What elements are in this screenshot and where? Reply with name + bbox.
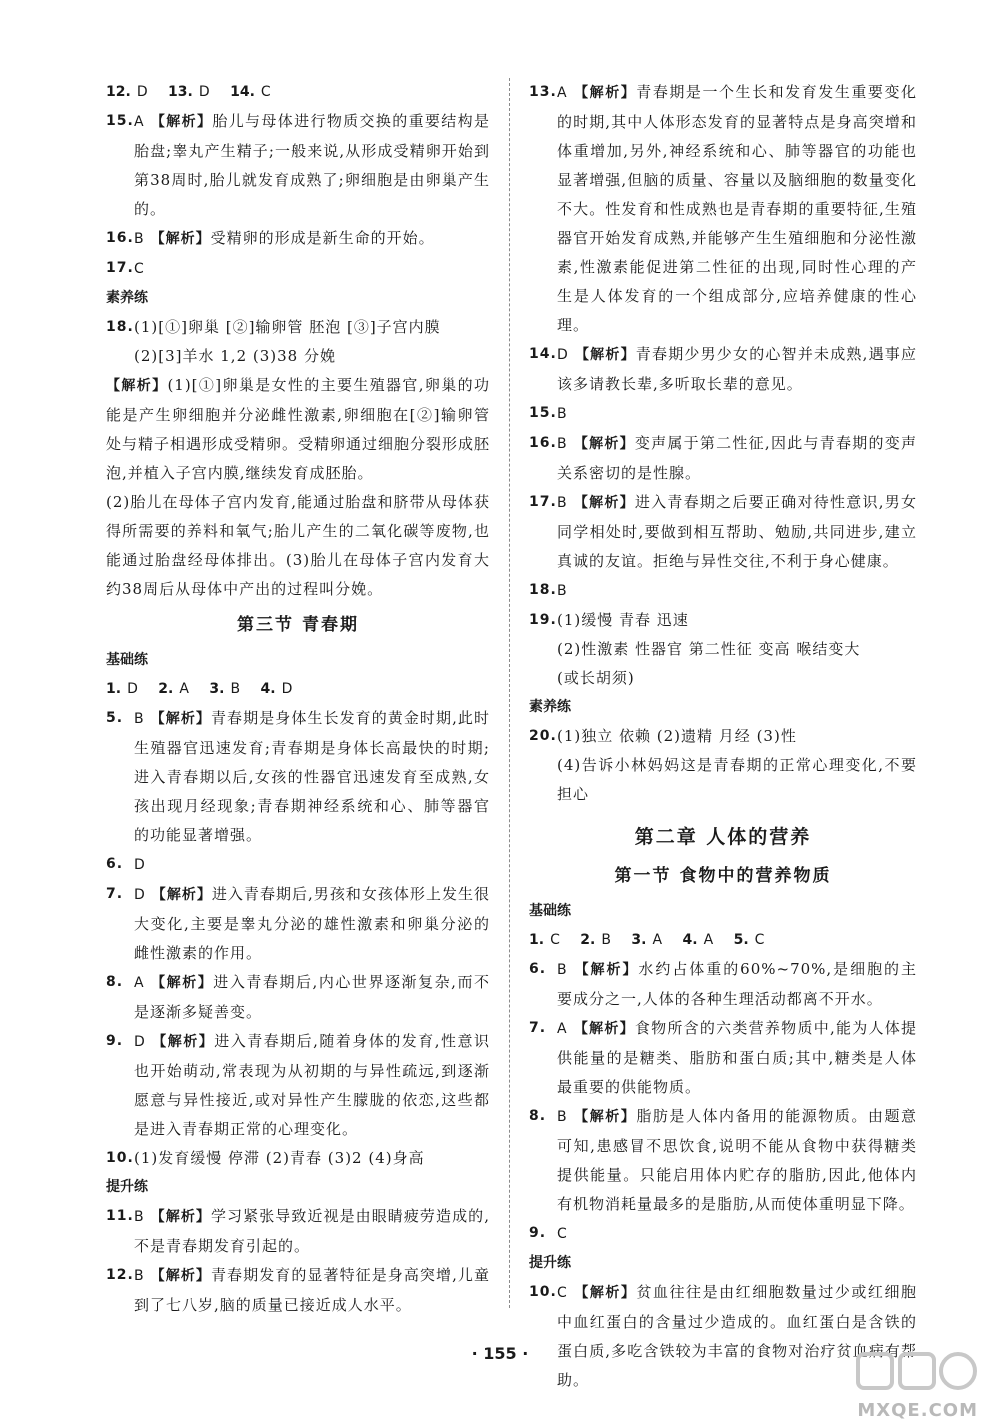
section-label: 素养练: [106, 290, 148, 306]
answer-item: 12. B 【解析】青春期发育的显著特征是身高突增,儿童到了七八岁,脑的质量已接近成人水平。: [106, 1266, 490, 1314]
analysis-paragraph: 【解析】(1)[①]卵巢是女性的主要生殖器官,卵巢的功能是产生卵细胞并分泌雌性激素,卵细胞在[②]输卵管处与精子相遇形成受精卵。受精卵通过细胞分裂形成胚泡,并植入子宫内膜,继续发育成胚胎。: [106, 376, 491, 482]
answers-1-5: 1. C 2. B 3. A 4. A 5. C: [529, 932, 765, 948]
answer-item: 16. B 【解析】受精卵的形成是新生命的开始。: [106, 229, 435, 247]
answer-item: 18. (1)[①]卵巢 [②]输卵管 胚泡 [③]子宫内膜: [106, 318, 441, 336]
answer-item: 15. A 【解析】胎儿与母体进行物质交换的重要结构是胎盘;睾丸产生精子;一般来说,从形成受精卵开始到第38周时,胎儿就发育成熟了;卵细胞是由卵巢产生的。: [106, 112, 490, 218]
watermark-text: MXQE.COM: [857, 1400, 978, 1421]
section-heading: 第一节 食物中的营养物质: [614, 866, 832, 886]
answer-item: 7. D 【解析】进入青春期后,男孩和女孩体形上发生很大变化,主要是睾丸分泌的雄性激素和卵巢分泌的雌性激素的作用。: [106, 885, 490, 962]
section-heading: 第三节 青春期: [237, 615, 359, 635]
answer-item: 6. B 【解析】水约占体重的60%~70%,是细胞的主要成分之一,人体的各种生理活动都离不开水。: [529, 960, 917, 1008]
answer-item: 8. B 【解析】脂肪是人体内备用的能源物质。由题意可知,患感冒不思饮食,说明不能从食物中获得糖类提供能量。只能启用体内贮存的脂肪,因此,他体内有机物消耗量最多的是脂肪,从而使体重明显下降。: [529, 1107, 917, 1213]
answer-item: 6. D: [106, 856, 146, 873]
analysis-paragraph: (2)胎儿在母体子宫内发育,能通过胎盘和脐带从母体获得所需要的养料和氧气;胎儿产生的二氧化碳等废物,也能通过胎盘经母体排出。(3)胎儿在母体子宫内发育大约38周后从母体中产出的过程叫分娩。: [106, 493, 490, 598]
answer-item: 17. B 【解析】进入青春期之后要正确对待性意识,男女同学相处时,要做到相互帮助、勉励,共同进步,建立真诚的友谊。拒绝与异性交往,不利于身心健康。: [529, 493, 917, 570]
section-label: 提升练: [529, 1255, 571, 1271]
answers-12-14: 12. D 13. D 14. C: [106, 84, 271, 100]
answer-item: 16. B 【解析】变声属于第二性征,因此与青春期的变声关系密切的是性腺。: [529, 434, 917, 482]
answer-item: 10. C 【解析】贫血往往是由红细胞数量过少或红细胞中血红蛋白的含量过少造成的。血红蛋白是含铁的蛋白质,多吃含铁较为丰富的食物对治疗贫血病有帮助。: [529, 1283, 917, 1389]
section-label: 素养练: [529, 699, 571, 715]
right-column: [529, 78, 917, 1395]
answer-item: 13. A 【解析】青春期是一个生长和发育发生重要变化的时期,其中人体形态发育的显著特点是身高突增和体重增加,另外,神经系统和心、肺等器官的功能也显著增强,但脑的质量、容量以及脑细胞的数量变化不大。性发育和性成熟也是青春期的重要特征,生殖器官开始发育成熟,并能够产生生殖细胞和分泌性激素,性激素能促进第二性征的出现,同时性心理的产生是人体发育的一个组成部分,应培养健康的性心理。: [529, 83, 917, 334]
answer-line: (2)[3]羊水 1,2 (3)38 分娩: [134, 347, 336, 365]
section-label: 提升练: [106, 1179, 148, 1195]
answer-line: (或长胡须): [557, 669, 635, 687]
answer-item: 15. B: [529, 405, 568, 422]
answer-item: 8. A 【解析】进入青春期后,内心世界逐渐复杂,而不是逐渐多疑善变。: [106, 973, 490, 1021]
page-number: · 155 ·: [471, 1344, 529, 1363]
answer-line: (2)性激素 性器官 第二性征 变高 喉结变大: [557, 640, 861, 658]
answer-item: 17. C: [106, 260, 145, 277]
answer-item: 11. B 【解析】学习紧张导致近视是由眼睛疲劳造成的,不是青春期发育引起的。: [106, 1207, 490, 1255]
answer-item: 14. D 【解析】青春期少男少女的心智并未成熟,遇事应该多请教长辈,多听取长辈的意见。: [529, 345, 917, 393]
answer-item: 9. C: [529, 1225, 568, 1242]
answer-item: 9. D 【解析】进入青春期后,随着身体的发育,性意识也开始萌动,常表现为从初期的与异性疏远,到逐渐愿意与异性接近,或对异性产生朦胧的依恋,这些都是进入青春期正常的心理变化。: [106, 1032, 491, 1138]
left-column: [106, 78, 490, 1320]
answer-item: 20. (1)独立 依赖 (2)遗精 月经 (3)性: [529, 727, 797, 745]
answer-line: (4)告诉小林妈妈这是青春期的正常心理变化,不要担心: [557, 756, 917, 803]
section-label: 基础练: [529, 903, 571, 919]
column-divider: [509, 78, 510, 1308]
answer-item: 10. (1)发育缓慢 停滞 (2)青春 (3)2 (4)身高: [106, 1149, 425, 1167]
section-label: 基础练: [106, 652, 148, 668]
answer-item: 18. B: [529, 582, 568, 599]
answer-item: 7. A 【解析】食物所含的六类营养物质中,能为人体提供能量的是糖类、脂肪和蛋白质;其中,糖类是人体最重要的供能物质。: [529, 1019, 918, 1096]
chapter-heading: 第二章 人体的营养: [634, 826, 812, 848]
answer-item: 19. (1)缓慢 青春 迅速: [529, 611, 689, 629]
answer-item: 5. B 【解析】青春期是身体生长发育的黄金时期,此时生殖器官迅速发育;青春期是身体长高最快的时期;进入青春期以后,女孩的性器官迅速发育至成熟,女孩出现月经现象;青春期神经系统和心、肺等器官的功能显著增强。: [106, 709, 490, 844]
answers-1-4: 1. D 2. A 3. B 4. D: [106, 681, 293, 697]
